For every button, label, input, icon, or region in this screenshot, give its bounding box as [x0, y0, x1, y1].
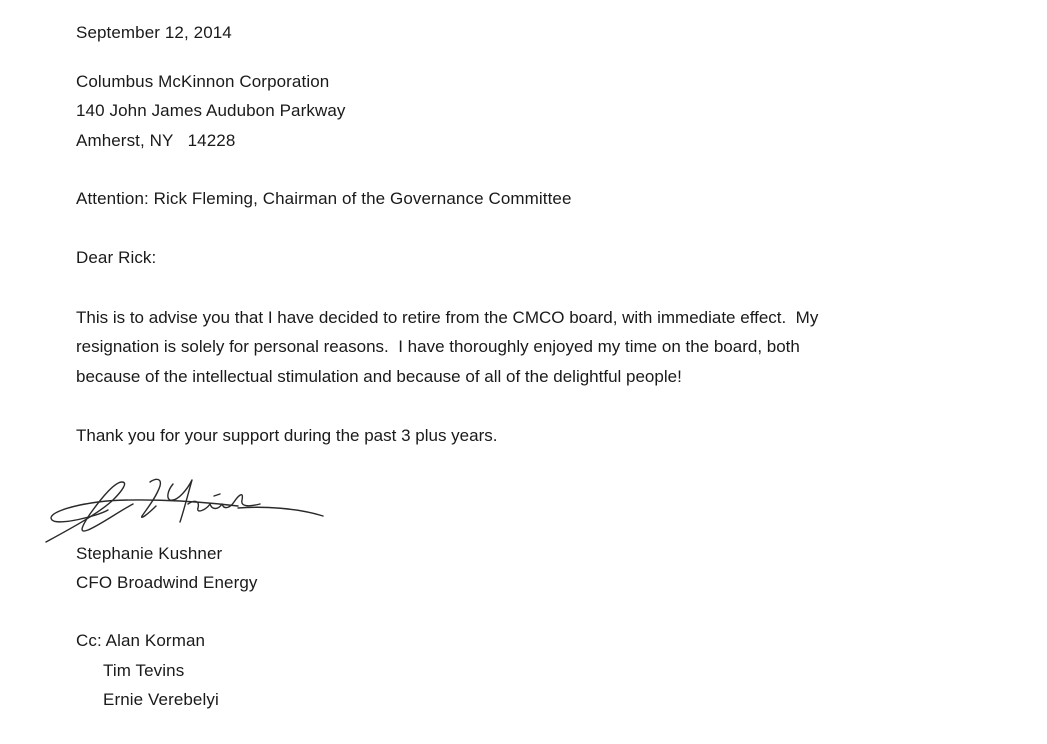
- salutation: Dear Rick:: [76, 248, 157, 267]
- recipient-company: Columbus McKinnon Corporation: [76, 72, 330, 91]
- handwritten-signature: [38, 470, 338, 550]
- recipient-city-state-zip: Amherst, NY 14228: [76, 131, 236, 150]
- recipient-street: 140 John James Audubon Parkway: [76, 101, 346, 120]
- letter-date: September 12, 2014: [76, 23, 232, 42]
- body-paragraph-2: Thank you for your support during the past 3 plus years.: [76, 426, 498, 445]
- cc-line-1: Cc: Alan Korman: [76, 631, 206, 650]
- signer-name: Stephanie Kushner: [76, 544, 223, 563]
- signer-title: CFO Broadwind Energy: [76, 573, 258, 592]
- cc-line-2: Tim Tevins: [103, 661, 185, 680]
- cc-line-3: Ernie Verebelyi: [103, 690, 219, 709]
- body-paragraph-1-line-1: This is to advise you that I have decided to retire from the CMCO board, with immediate effect. My: [76, 308, 819, 327]
- body-paragraph-1-line-3: because of the intellectual stimulation and because of all of the delightful people!: [76, 367, 682, 386]
- attention-line: Attention: Rick Fleming, Chairman of the Governance Committee: [76, 189, 572, 208]
- body-paragraph-1-line-2: resignation is solely for personal reasons. I have thoroughly enjoyed my time on the board, both: [76, 337, 800, 356]
